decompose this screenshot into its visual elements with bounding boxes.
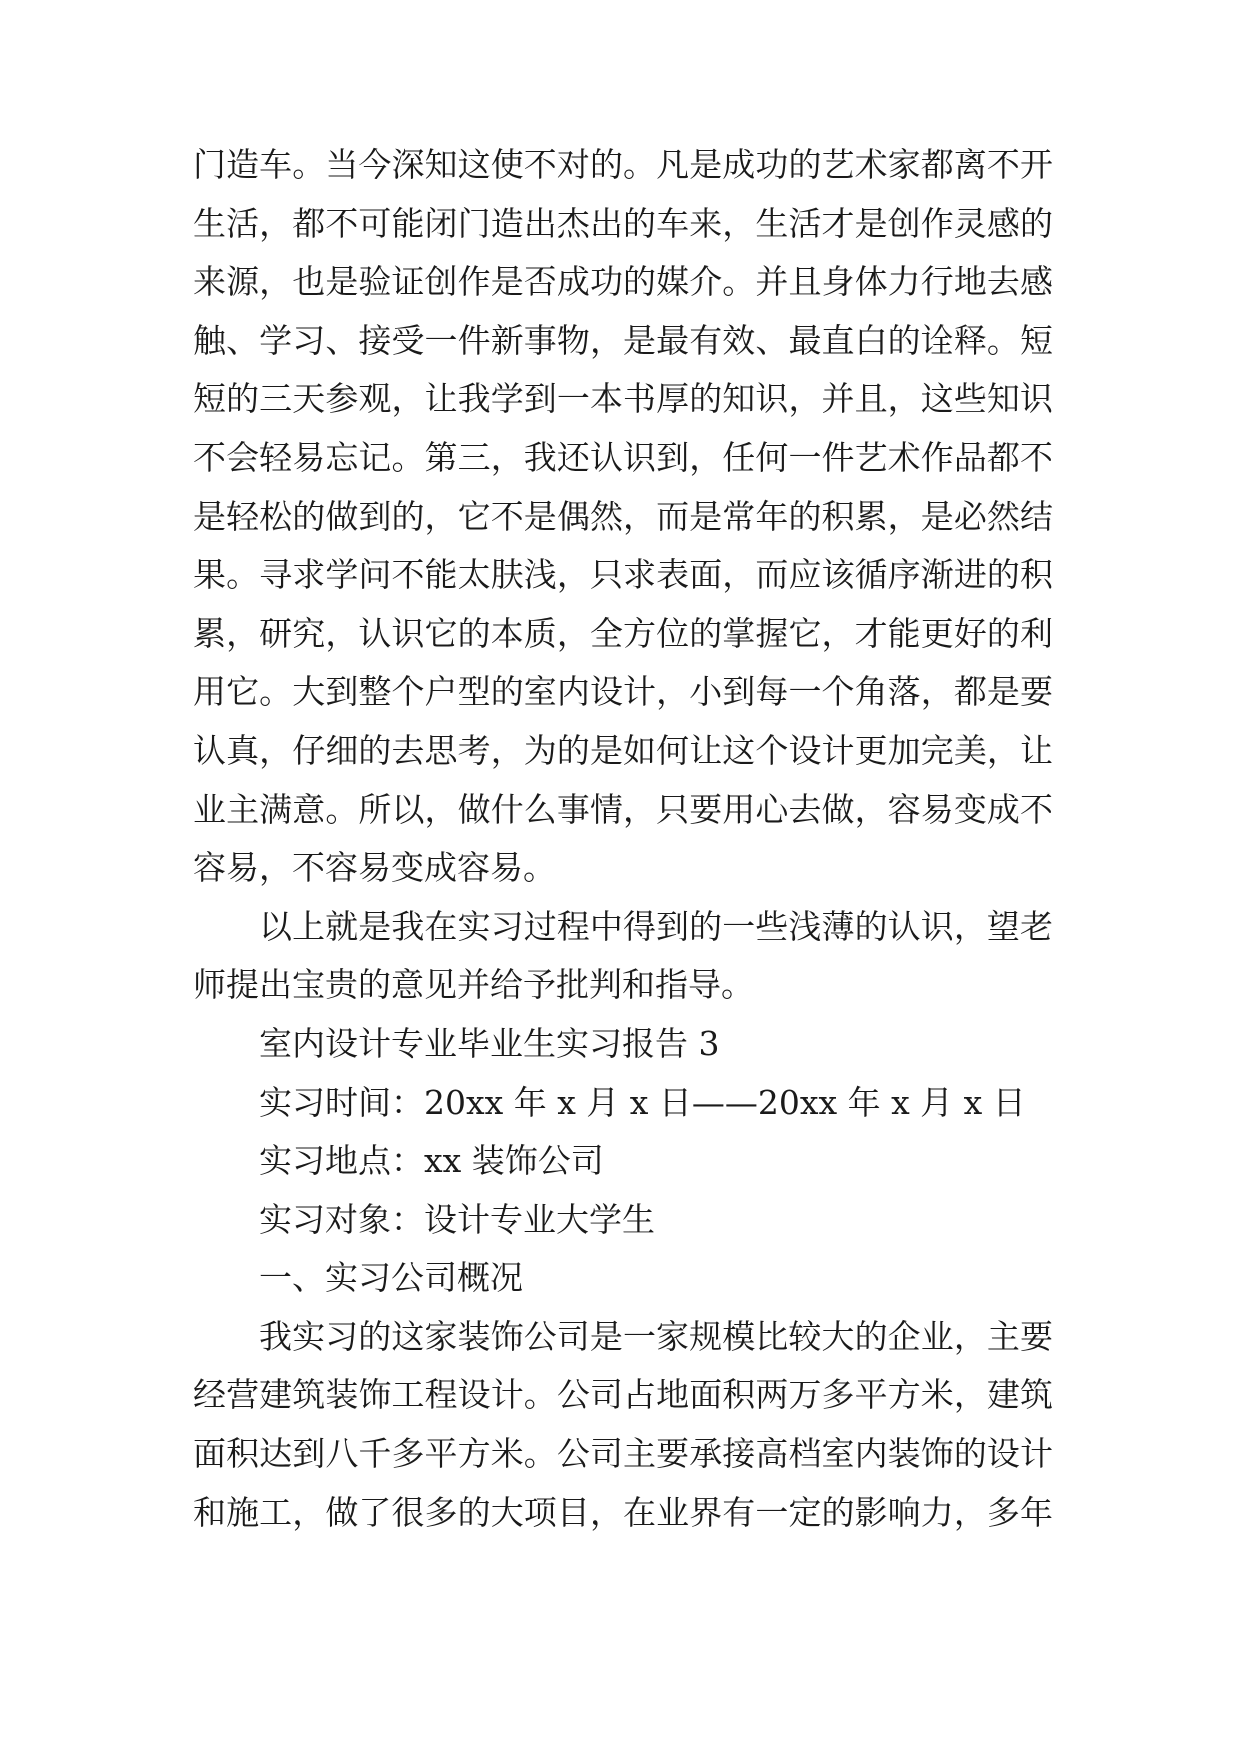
text-line: 容易，不容易变成容易。 [193, 848, 556, 888]
text-line: 业主满意。所以，做什么事情，只要用心去做，容易变成不 [193, 789, 1053, 829]
internship-time: 实习时间：20xx 年 x 月 x 日——20xx 年 x 月 x 日 [259, 1082, 1026, 1122]
text-line: 以上就是我在实习过程中得到的一些浅薄的认识，望老 [259, 906, 1053, 946]
text-line: 是轻松的做到的，它不是偶然，而是常年的积累，是必然结 [193, 496, 1053, 536]
text-line: 我实习的这家装饰公司是一家规模比较大的企业，主要 [259, 1316, 1053, 1356]
text-line: 来源，也是验证创作是否成功的媒介。并且身体力行地去感 [193, 262, 1053, 302]
text-line: 生活，都不可能闭门造出杰出的车来，生活才是创作灵感的 [193, 203, 1053, 243]
text-line: 认真，仔细的去思考，为的是如何让这个设计更加完美，让 [193, 730, 1053, 770]
internship-location: 实习地点：xx 装饰公司 [259, 1141, 604, 1181]
text-line: 累，研究，认识它的本质，全方位的掌握它，才能更好的利 [193, 613, 1053, 653]
text-line: 面积达到八千多平方米。公司主要承接高档室内装饰的设计 [193, 1434, 1053, 1474]
text-line: 用它。大到整个户型的室内设计，小到每一个角落，都是要 [193, 672, 1053, 712]
text-line: 果。寻求学问不能太肤浅，只求表面，而应该循序渐进的积 [193, 555, 1053, 595]
text-line: 师提出宝贵的意见并给予批判和指导。 [193, 965, 754, 1005]
text-line: 短的三天参观，让我学到一本书厚的知识，并且，这些知识 [193, 379, 1053, 419]
text-line: 和施工，做了很多的大项目，在业界有一定的影响力，多年 [193, 1492, 1053, 1532]
subsection-heading: 一、实习公司概况 [259, 1258, 523, 1298]
internship-target: 实习对象：设计专业大学生 [259, 1199, 655, 1239]
text-line: 不会轻易忘记。第三，我还认识到，任何一件艺术作品都不 [193, 437, 1053, 477]
text-line: 触、学习、接受一件新事物，是最有效、最直白的诠释。短 [193, 320, 1053, 360]
text-line: 经营建筑装饰工程设计。公司占地面积两万多平方米，建筑 [193, 1375, 1053, 1415]
section-title: 室内设计专业毕业生实习报告 3 [259, 1023, 720, 1063]
document-page [193, 136, 1053, 1542]
text-line: 门造车。当今深知这使不对的。凡是成功的艺术家都离不开 [193, 145, 1053, 184]
